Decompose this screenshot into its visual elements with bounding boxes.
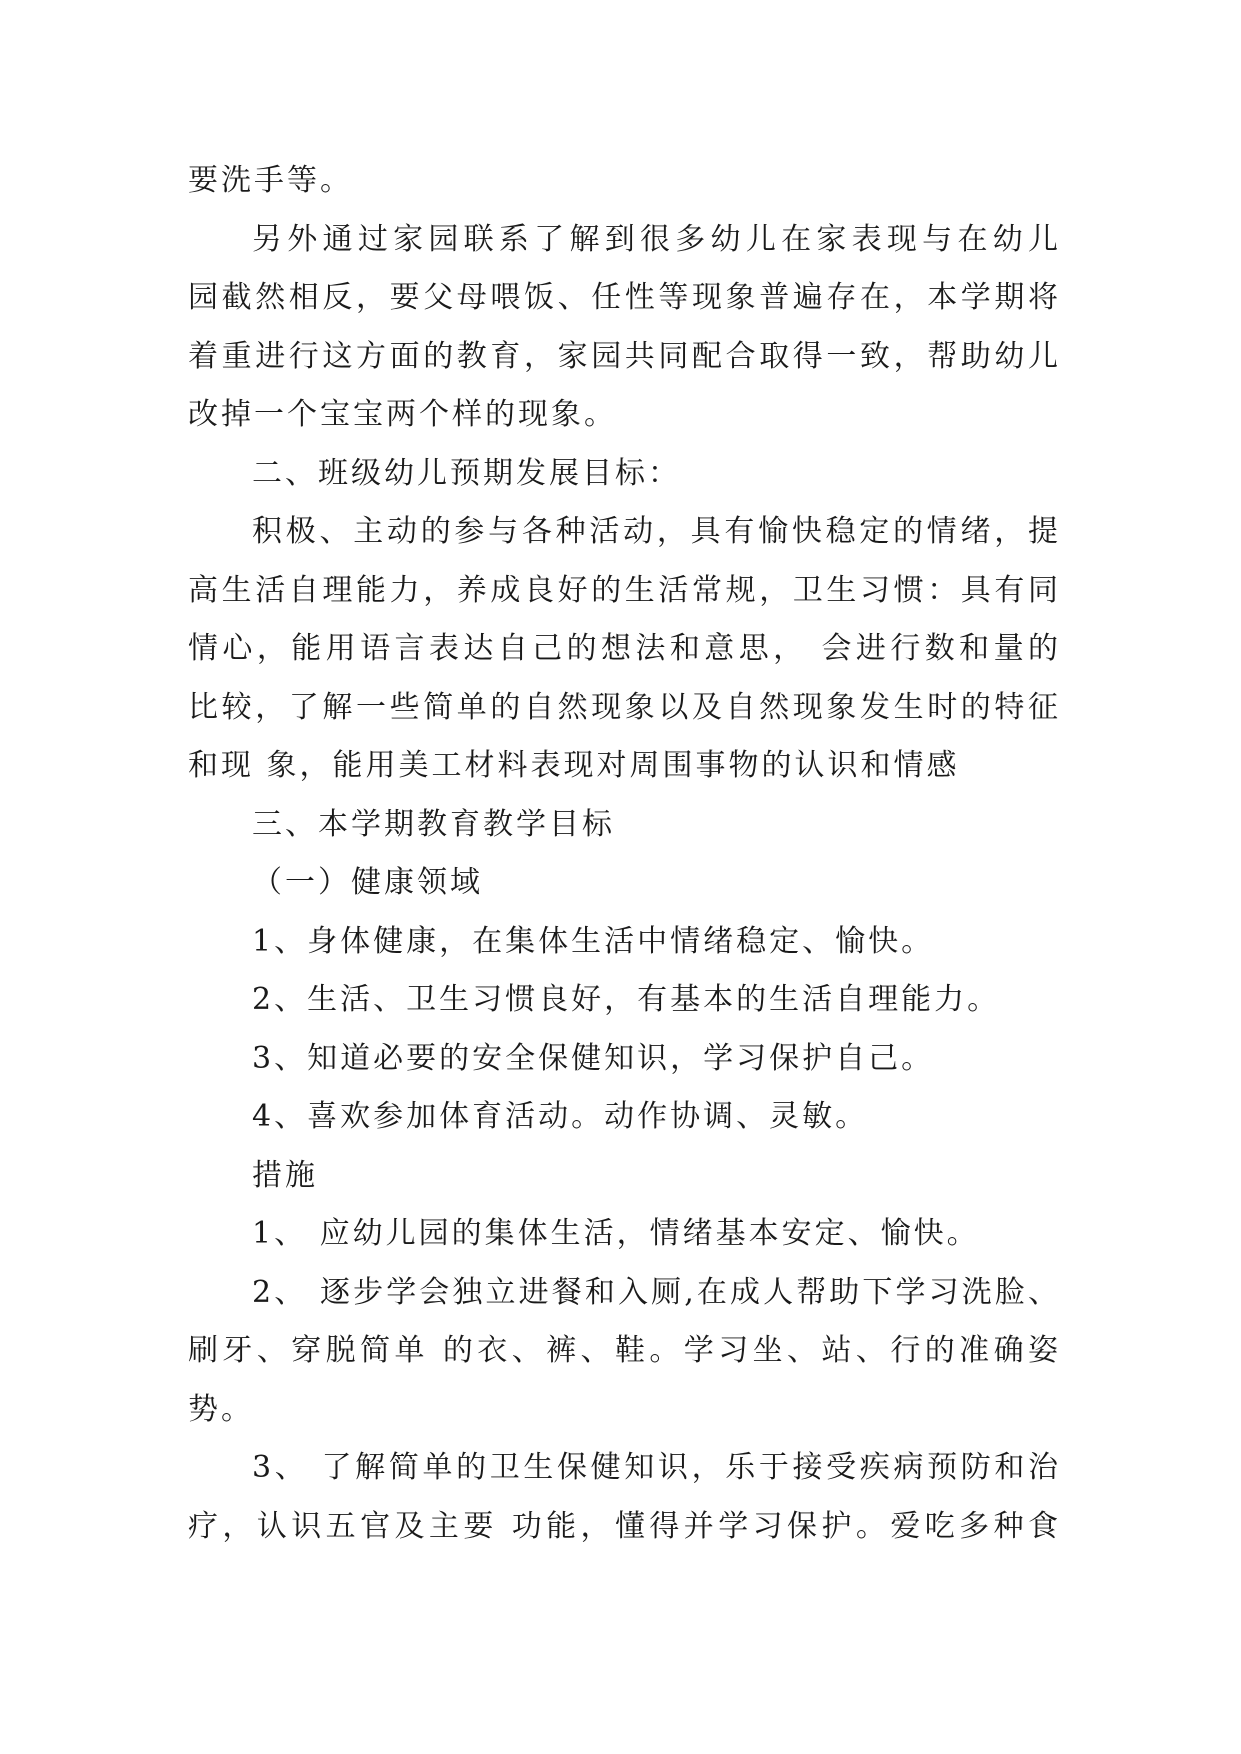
document-page [188,152,1058,1556]
text-line-1: 要洗手等。 [188,163,353,198]
text-line-5: 改掉一个宝宝两个样的现象。 [188,397,617,432]
measure-item-1: 1、 应幼儿园的集体生活，情绪基本安定、愉快。 [252,1216,980,1251]
text-line-2: 另外通过家园联系了解到很多幼儿在家表现与在幼儿 [252,221,1058,257]
text-line-10: 比较，了解一些简单的自然现象以及自然现象发生时的特征 [188,689,1058,725]
text-line-9: 情心，能用语言表达自己的想法和意思， 会进行数和量的 [188,631,1058,666]
text-line-22: 势。 [188,1391,254,1427]
text-line-24: 疗，认识五官及主要 功能，懂得并学习保护。爱吃多种食 [188,1508,1058,1544]
goal-item-4: 4、喜欢参加体育活动。动作协调、灵敏。 [252,1099,869,1134]
goal-item-1: 1、身体健康，在集体生活中情绪稳定、愉快。 [252,923,935,959]
text-line-4: 着重进行这方面的教育，家园共同配合取得一致，帮助幼儿 [188,338,1058,374]
subsection-heading-health: （一）健康领域 [252,865,483,900]
text-line-7: 积极、主动的参与各种活动，具有愉快稳定的情绪，提 [252,514,1058,549]
text-line-3: 园截然相反，要父母喂饭、任性等现象普遍存在，本学期将 [188,280,1058,315]
section-heading-2: 二、班级幼儿预期发展目标： [252,455,681,491]
text-line-11: 和现 象，能用美工材料表现对周围事物的认识和情感 [188,748,960,783]
measures-heading: 措施 [252,1157,318,1193]
text-line-8: 高生活自理能力，养成良好的生活常规，卫生习惯：具有同 [188,572,1058,608]
goal-item-2: 2、生活、卫生习惯良好，有基本的生活自理能力。 [252,982,1001,1017]
measure-item-2: 2、 逐步学会独立进餐和入厕,在成人帮助下学习洗脸、 [252,1274,1058,1310]
measure-item-3: 3、 了解简单的卫生保健知识，乐于接受疾病预防和治 [252,1450,1058,1485]
goal-item-3: 3、知道必要的安全保健知识，学习保护自己。 [252,1040,935,1076]
text-line-21: 刷牙、穿脱简单 的衣、裤、鞋。学习坐、站、行的准确姿 [188,1333,1058,1368]
section-heading-3: 三、本学期教育教学目标 [252,806,615,842]
